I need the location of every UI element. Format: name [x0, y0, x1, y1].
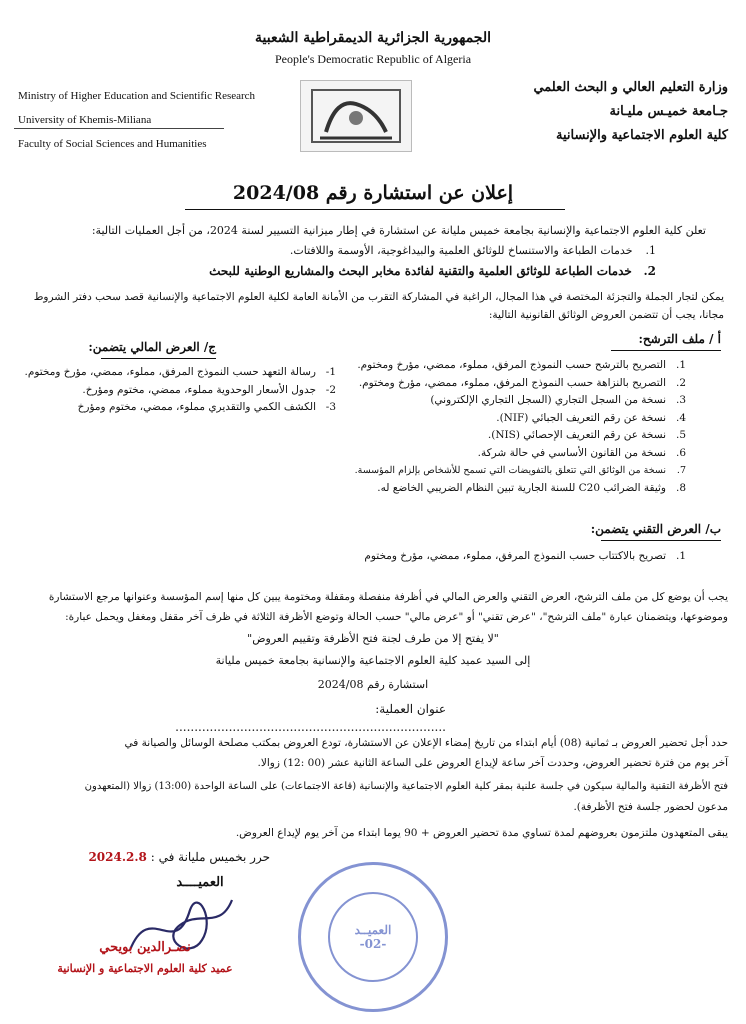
list-item [326, 375, 686, 393]
item-text: التصريح بالنزاهة حسب النموذج المرفق، مملوء، ممضي، مؤرخ ومختوم. [358, 376, 666, 389]
dean-title: العميــــد [176, 875, 224, 890]
section-a-underline [611, 350, 721, 351]
deadline-line-5: يبقى المتعهدون ملتزمون بعروضهم لمدة تساوي مدة تحضير العروض + 90 يوما ابتداء من آخر يوم لإيداع العروض. [235, 827, 728, 839]
invitation-line-1: يمكن لتجار الجملة والتجزئة المختصة في هذا المجال، الراغبة في المشاركة التقرب من الأمانة العامة لكلية العلوم الاجتماعية والإنسانية قصد سحب دفتر الشروط [33, 291, 724, 303]
university-en: University of Khemis-Miliana [18, 114, 152, 126]
section-a-list [326, 357, 686, 497]
invitation-line-2: مجانا، يجب أن تتضمن العروض الوثائق القانونية التالية: [488, 309, 724, 321]
item-number: 7. [676, 465, 686, 476]
deadline-line-1: حدد أجل تحضير العروض بـ ثمانية (08) أيام ابتداء من تاريخ إمضاء الإعلان عن الاستشارة، تودع العروض بمكتب مصلحة الوسائل والصيانة في [124, 737, 728, 749]
item-number: 2. [675, 376, 686, 389]
envelope-recipient: إلى السيد عميد كلية العلوم الاجتماعية والإنسانية بجامعة خميس مليانة [215, 654, 531, 667]
section-b-list [326, 548, 686, 566]
list-item [326, 445, 686, 463]
item-number: 2- [325, 383, 336, 396]
list-item [16, 382, 336, 400]
envelope-line-2: وموضوعها، ويتضمنان عبارة "ملف الترشح"، "عرض تقني" أو "عرض مالي" حسب الحالة وتوضع الأظرفة الثلاثة في ظرف آخر مقفل ومغفل ويحمل عبارة: [65, 611, 728, 623]
section-b-underline [601, 540, 721, 541]
handwritten-signature [120, 880, 240, 970]
section-a-heading: أ / ملف الترشح: [638, 332, 721, 346]
title-underline [185, 209, 565, 210]
ministry-ar: وزارة التعليم العالي و البحث العلمي [533, 80, 728, 95]
section-c-underline [101, 358, 216, 359]
item-number: 1- [325, 366, 336, 378]
deadline-line-2: آخر يوم من فترة تحضير العروض، وحددت آخر ساعة لإيداع العروض على الساعة الثانية عشر (00 :12) زوالا. [257, 757, 728, 769]
operation-number: 1. [645, 244, 656, 257]
list-item [326, 357, 686, 375]
list-item [326, 548, 686, 566]
item-number: 1. [675, 550, 686, 562]
signature-date: 2024.2.8 [88, 850, 147, 864]
section-b-heading: ب/ العرض التقني يتضمن: [590, 522, 721, 536]
item-text: رسالة التعهد حسب النموذج المرفق، مملوء، ممضي، مؤرخ ومختوم. [24, 366, 316, 378]
operation-number: 2. [643, 264, 656, 278]
item-number: 1. [675, 359, 686, 371]
item-text: الكشف الكمي والتقديري مملوء، ممضي، مختوم ومؤرخ [77, 401, 316, 413]
operation-item [56, 262, 656, 280]
item-text: نسخة من الوثائق التي تتعلق بالتفويضات التي تسمح للأشخاص بإلزام المؤسسة. [354, 465, 666, 476]
university-logo [300, 80, 412, 152]
subject-label: عنوان العملية: [375, 702, 446, 716]
deadline-line-3: فتح الأظرفة التقنية والمالية سيكون في جلسة علنية بمقر كلية العلوم الاجتماعية والإنسانية (قاعة الاجتماعات) على الساعة الواحدة (13:00) زوالا (المتعهدون [84, 781, 728, 792]
item-text: وثيقة الضرائب C20 للسنة الجارية تبين النظام الضريبي الخاضع له. [377, 481, 666, 494]
operation-item [56, 242, 656, 260]
logo-emblem-icon [306, 84, 406, 148]
signature-place: حرر بخميس مليانة في : [150, 850, 270, 864]
stamp-code: -02- [359, 937, 387, 951]
republic-title-ar: الجمهورية الجزائرية الديمقراطية الشعبية [254, 30, 491, 46]
operation-text: خدمات الطباعة والاستنساخ للوثائق العلمية والبيداغوجية، الأوسمة واللافتات. [289, 244, 633, 257]
item-number: 3- [325, 401, 336, 413]
list-item [16, 364, 336, 382]
stamp-title: العميــد [354, 923, 392, 937]
operation-text: خدمات الطباعة للوثائق العلمية والتقنية لفائدة مخابر البحث والمشاريع الوطنية للبحث [209, 264, 632, 278]
item-text: نسخة عن رقم التعريف الإحصائي (NIS). [487, 429, 666, 441]
deadline-line-4: مدعون لحضور جلسة فتح الأظرفة). [573, 801, 728, 813]
subject-dots: ....................................................................... [175, 720, 446, 734]
envelope-quote: "لا يفتح إلا من طرف لجنة فتح الأظرفة وتقييم العروض" [247, 632, 499, 645]
item-number: 4. [675, 411, 686, 424]
intro-paragraph: تعلن كلية العلوم الاجتماعية والإنسانية بجامعة خميس مليانة عن استشارة في إطار ميزانية التسيير لسنة 2024، من أجل العمليات التالية: [91, 224, 706, 237]
stamp-center [328, 892, 418, 982]
dean-role: عميد كلية العلوم الاجتماعية و الإنسانية [57, 962, 233, 975]
header-divider [14, 128, 224, 129]
operation-subject [146, 700, 446, 736]
section-c-heading: ج/ العرض المالي يتضمن: [88, 340, 216, 354]
faculty-en: Faculty of Social Sciences and Humanities [18, 138, 207, 150]
list-item [326, 480, 686, 498]
signature-place-date [30, 848, 270, 866]
university-ar: جـامعة خميـس مليـانة [609, 104, 728, 119]
item-number: 8. [675, 481, 686, 494]
official-stamp [298, 862, 448, 1012]
item-text: التصريح بالترشح حسب النموذج المرفق، مملوء، ممضي، مؤرخ ومختوم. [357, 359, 666, 371]
list-item [326, 427, 686, 445]
item-text: تصريح بالاكتتاب حسب النموذج المرفق، مملوء، ممضي، مؤرخ ومختوم [364, 550, 666, 562]
section-c-list [16, 364, 336, 417]
envelope-line-1: يجب أن يوضع كل من ملف الترشح، العرض التقني والعرض المالي في أظرفة منفصلة ومقفلة ومختومة يبين كل منها إسم المؤسسة وعنوانها مرجع الاستشارة [48, 591, 728, 603]
list-item [16, 399, 336, 417]
item-number: 3. [675, 394, 686, 406]
list-item [326, 462, 686, 480]
list-item [326, 410, 686, 428]
envelope-reference: استشارة رقم 2024/08 [317, 678, 429, 691]
item-number: 6. [675, 446, 686, 459]
item-text: نسخة من القانون الأساسي في حالة شركة. [477, 446, 666, 459]
dean-name: نصـرالدين بويحي [99, 940, 191, 955]
ministry-en: Ministry of Higher Education and Scientific Research [18, 90, 256, 102]
document-title: إعلان عن استشارة رقم 2024/08 [232, 182, 514, 204]
item-number: 5. [675, 429, 686, 441]
item-text: نسخة عن رقم التعريف الجبائي (NIF). [496, 411, 666, 424]
faculty-ar: كلية العلوم الاجتماعية والإنسانية [556, 128, 728, 143]
list-item [326, 392, 686, 410]
item-text: نسخة من السجل التجاري (السجل التجاري الإلكتروني) [430, 394, 666, 406]
republic-title-en: People's Democratic Republic of Algeria [274, 52, 472, 66]
item-text: جدول الأسعار الوحدوية مملوء، ممضي، مختوم ومؤرخ. [82, 383, 316, 396]
